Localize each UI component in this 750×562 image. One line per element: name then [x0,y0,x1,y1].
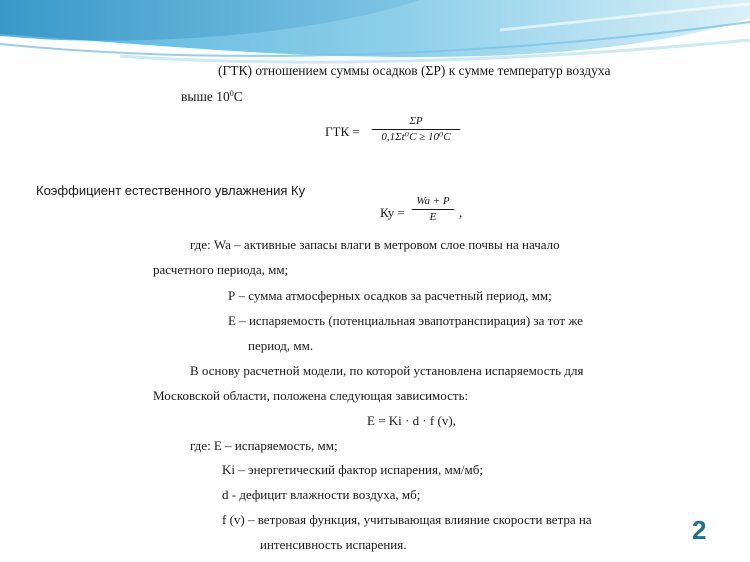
definition-wa-cont: расчетного периода, мм; [153,262,289,277]
where-fv-cont: интенсивность испарения. [260,537,407,552]
gtk-formula-lhs: ГТК = [325,124,360,139]
gtk-numerator: ΣP [409,115,423,127]
definition-p: Р – сумма атмосферных осадков за расчетный период, мм; [228,288,552,303]
ku-numerator: Wa + P [416,195,450,207]
model-text-line2: Московской области, положена следующая зависимость: [153,388,469,403]
where-e: где: E – испаряемость, мм; [190,438,338,453]
where-d: d - дефицит влажности воздуха, мб; [222,487,421,502]
ku-formula-lhs: Ку = [380,205,405,220]
definition-e-cont: период, мм. [248,338,314,353]
ku-denominator: E [429,211,437,223]
definition-wa: где: Wa – активные запасы влаги в метровом слое почвы на начало [190,237,560,252]
gtk-intro-line2: выше $10^0С$ [181,89,243,104]
model-text-line1: В основу расчетной модели, по которой установлена испаряемость для [190,363,584,378]
definition-e: Е – испаряемость (потенциальная эвапотранспирация) за тот же [228,313,583,328]
gtk-intro-line1: (ГТК) отношением суммы осадков (ΣР) к сумме температур воздуха [218,63,611,78]
gtk-denominator: 0,1Σt⁰C ≥ 10⁰C [381,131,451,143]
where-ki: Ki – энергетический фактор испарения, мм/мб; [222,462,483,477]
ku-formula-fraction [412,195,454,224]
slide-number: 2 [692,515,707,545]
e-formula: E = Ki · d · f (v), [367,413,456,428]
moisture-heading: Коэффициент естественного увлажнения Ку [36,183,306,198]
ku-formula-trailing: , [459,205,463,220]
gtk-formula-fraction [372,115,460,144]
where-fv: f (v) – ветровая функция, учитывающая влияние скорости ветра на [222,512,592,527]
